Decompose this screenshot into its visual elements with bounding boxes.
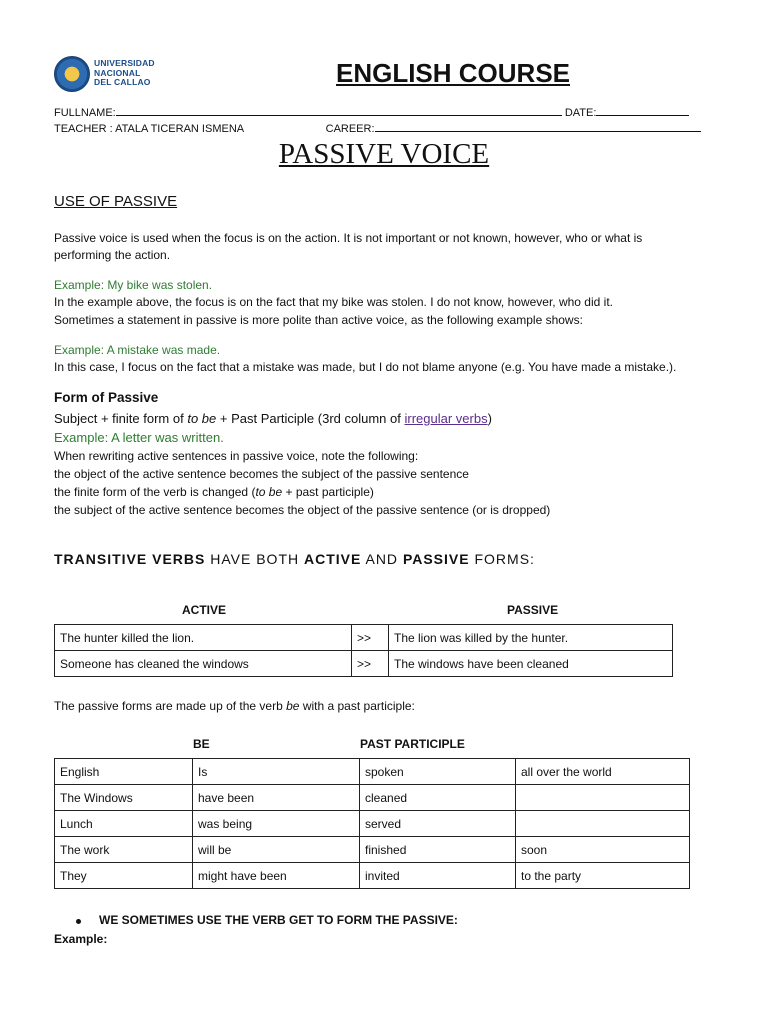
form-line-1: When rewriting active sentences in passive voice, note the following:: [54, 449, 419, 463]
use-paragraph-2a: In the example above, the focus is on the fact that my bike was stolen. I do not know, however, who did it.: [54, 295, 613, 309]
use-paragraph-1: Passive voice is used when the focus is on the action. It is not important or not known, however, who or what is performing the action.: [54, 231, 643, 262]
table-row: The Windows have been cleaned: [55, 785, 690, 811]
course-title: ENGLISH COURSE: [335, 58, 571, 88]
example-2: Example: A mistake was made.: [54, 343, 221, 357]
passive-header: PASSIVE: [507, 603, 559, 617]
active-passive-table: [54, 624, 673, 677]
be-table: [54, 758, 690, 889]
section-heading-form: Form of Passive: [54, 390, 159, 405]
example-1: Example: My bike was stolen.: [54, 278, 213, 292]
table-row: English Is spoken all over the world: [55, 759, 690, 785]
bullet-dot-icon: [76, 919, 81, 924]
form-rule: Subject + finite form of to be + Past Participle (3rd column of irregular verbs): [54, 411, 492, 426]
active-header: ACTIVE: [182, 603, 227, 617]
transitive-heading: TRANSITIVE VERBS HAVE BOTH ACTIVE AND PASSIVE FORMS:: [54, 551, 535, 567]
fullname-line: [116, 115, 562, 116]
date-line: [596, 115, 689, 116]
form-line-4: the subject of the active sentence becomes the object of the passive sentence (or is dropped): [54, 503, 551, 517]
form-line-3: the finite form of the verb is changed (to be + past participle): [54, 485, 374, 499]
be-intro: The passive forms are made up of the verb be with a past participle:: [54, 699, 415, 713]
teacher-name: TEACHER : ATALA TICERAN ISMENA: [54, 123, 244, 135]
fullname-row: FULLNAME: DATE:: [54, 106, 689, 120]
example-label: Example:: [54, 932, 108, 946]
form-line-2: the object of the active sentence becomes the subject of the passive sentence: [54, 467, 469, 481]
section-heading-use: USE OF PASSIVE: [54, 193, 178, 210]
page-title: PASSIVE VOICE: [278, 138, 490, 170]
table-row: The hunter killed the lion. >> The lion was killed by the hunter.: [55, 625, 673, 651]
teacher-row: TEACHER : ATALA TICERAN ISMENA CAREER:: [54, 122, 701, 136]
use-paragraph-2b: Sometimes a statement in passive is more polite than active voice, as the following example shows:: [54, 313, 583, 327]
be-header: BE: [193, 737, 210, 751]
past-participle-header: PAST PARTICIPLE: [360, 737, 465, 751]
table-row: The work will be finished soon: [55, 837, 690, 863]
use-paragraph-3: In this case, I focus on the fact that a mistake was made, but I do not blame anyone (e.g. You have made a mistake.).: [54, 360, 677, 374]
form-example: Example: A letter was written.: [54, 430, 224, 445]
table-row: Someone has cleaned the windows >> The windows have been cleaned: [55, 651, 673, 677]
table-row: Lunch was being served: [55, 811, 690, 837]
get-passive-note: WE SOMETIMES USE THE VERB GET TO FORM THE PASSIVE:: [99, 913, 458, 927]
career-line: [375, 131, 701, 132]
table-row: They might have been invited to the party: [55, 863, 690, 889]
irregular-verbs-link[interactable]: irregular verbs: [404, 411, 488, 426]
university-name: UNIVERSIDAD NACIONAL DEL CALLAO: [94, 58, 155, 87]
